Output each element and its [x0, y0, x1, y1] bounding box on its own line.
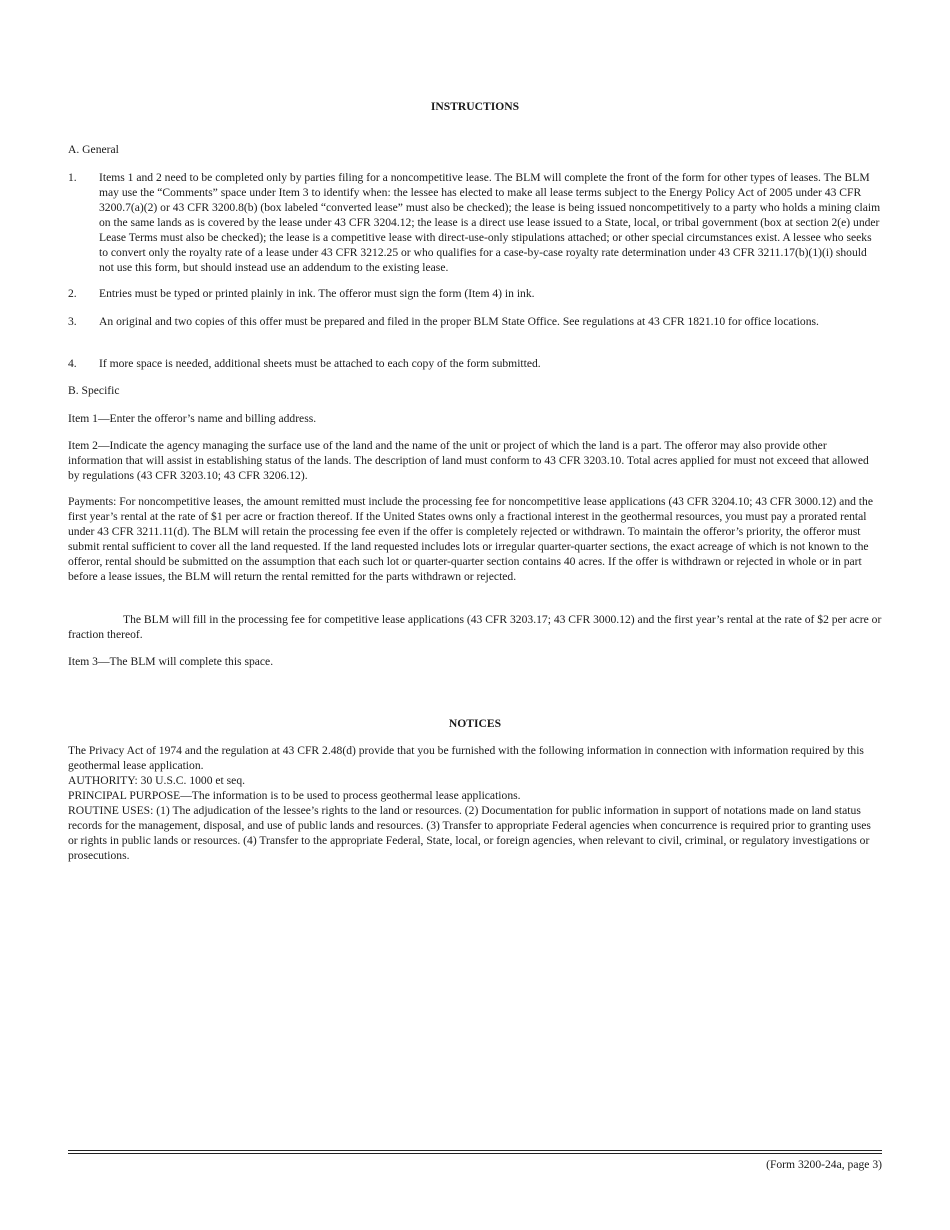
instruction-item-3 [68, 314, 882, 329]
notices-body [68, 743, 882, 863]
instruction-item-1 [68, 170, 882, 275]
section-b-heading: B. Specific [68, 384, 120, 397]
item-text: Items 1 and 2 need to be completed only by parties filing for a noncompetitive lease. The BLM will complete the front of the form for other types of leases. The BLM may use the “Comments” space under Item 3 to identify when: the lessee has elected to make all lease terms subject to the Energy Policy Act of 2005 under 43 CFR 3200.7(a)(2) or 43 CFR 3200.8(b) (box labeled “converted lease” must also be checked); the lease is being issued noncompetitively to a party who holds a mining claim on the same lands as is covered by the lease under 43 CFR 3204.12; the lease is a direct use lease issued to a State, local, or tribal government (box at section 2(e) under Lease Terms must also be checked); the lease is a competitive lease with direct-use-only stipulations attached; or other special circumstances exist. A lessee who seeks to convert only the royalty rate of a lease under 43 CFR 3212.25 or who qualifies for a case-by-case royalty rate determination under 43 CFR 3211.17(b)(1)(i) should not use this form, but should instead use an addendum to the existing lease. [99, 171, 881, 274]
item-text: If more space is needed, additional sheets must be attached to each copy of the form submitted. [99, 357, 541, 370]
instructions-title: INSTRUCTIONS [430, 100, 520, 113]
item-number: 1. [68, 171, 77, 184]
competitive-fee-paragraph: The BLM will fill in the processing fee for competitive lease applications (43 CFR 3203.17; 43 CFR 3000.12) and the first year’s rental at the rate of $2 per acre or fraction thereof. [68, 613, 882, 641]
instruction-item-4 [68, 356, 882, 371]
specific-item-3: Item 3—The BLM will complete this space. [68, 655, 274, 668]
item-number: 4. [68, 357, 77, 370]
instruction-item-2 [68, 286, 882, 301]
principal-purpose-text: PRINCIPAL PURPOSE—The information is to be used to process geothermal lease applications. [68, 789, 521, 802]
form-page-label: (Form 3200-24a, page 3) [766, 1158, 882, 1171]
specific-item-2: Item 2—Indicate the agency managing the surface use of the land and the name of the unit or project of which the land is a part. The offeror may also provide other information that will assist in establishing status of the lands. The description of land must conform to 43 CFR 3203.10. Total acres applied for must not exceed that allowed by regulations (43 CFR 3203.10; 43 CFR 3206.12). [68, 439, 869, 482]
payments-paragraph: Payments: For noncompetitive leases, the amount remitted must include the processing fee for noncompetitive lease applications (43 CFR 3204.10; 43 CFR 3000.12) and the first year’s rental at the rate of $1 per acre or fraction thereof. If the United States owns only a fractional interest in the geothermal resources, you must pay a prorated rental under 43 CFR 3211.11(d). The BLM will retain the processing fee even if the offer is completely rejected or withdrawn. To maintain the offeror’s priority, the offeror must submit rental sufficient to cover all the land requested. If the land requested includes lots or irregular quarter-quarter sections, the exact acreage of which is not known to the offeror, rental should be submitted on the assumption that each such lot or quarter-quarter section contains 40 acres. If the offer is withdrawn or rejected in whole or in part before a lease issues, the BLM will return the rental remitted for the parts withdrawn or rejected. [68, 495, 873, 583]
item-text: Entries must be typed or printed plainly in ink. The offeror must sign the form (Item 4) in ink. [99, 287, 535, 300]
authority-text: AUTHORITY: 30 U.S.C. 1000 et seq. [68, 774, 246, 787]
footer-rule-top [68, 1150, 882, 1151]
item-text: An original and two copies of this offer must be prepared and filed in the proper BLM State Office. See regulations at 43 CFR 1821.10 for office locations. [99, 315, 819, 328]
footer-rule-bottom [68, 1153, 882, 1154]
specific-item-1: Item 1—Enter the offeror’s name and billing address. [68, 412, 317, 425]
section-a-heading: A. General [68, 143, 119, 156]
notices-title: NOTICES [448, 717, 502, 730]
routine-uses-text: ROUTINE USES: (1) The adjudication of the lessee’s rights to the land or resources. (2) Documentation for public information in support of notations made on land status records for the management, disposal, and use of public lands and resources. (3) Transfer to appropriate Federal agencies when concurrence is required prior to granting uses or rights in public lands or resources. (4) Transfer to the appropriate Federal, State, local, or foreign agencies, when relevant to civil, criminal, or regulatory investigations or prosecutions. [68, 804, 871, 862]
privacy-act-text: The Privacy Act of 1974 and the regulation at 43 CFR 2.48(d) provide that you be furnished with the following information in connection with information required by this geothermal lease application. [68, 744, 864, 772]
item-number: 2. [68, 287, 77, 300]
item-number: 3. [68, 315, 77, 328]
